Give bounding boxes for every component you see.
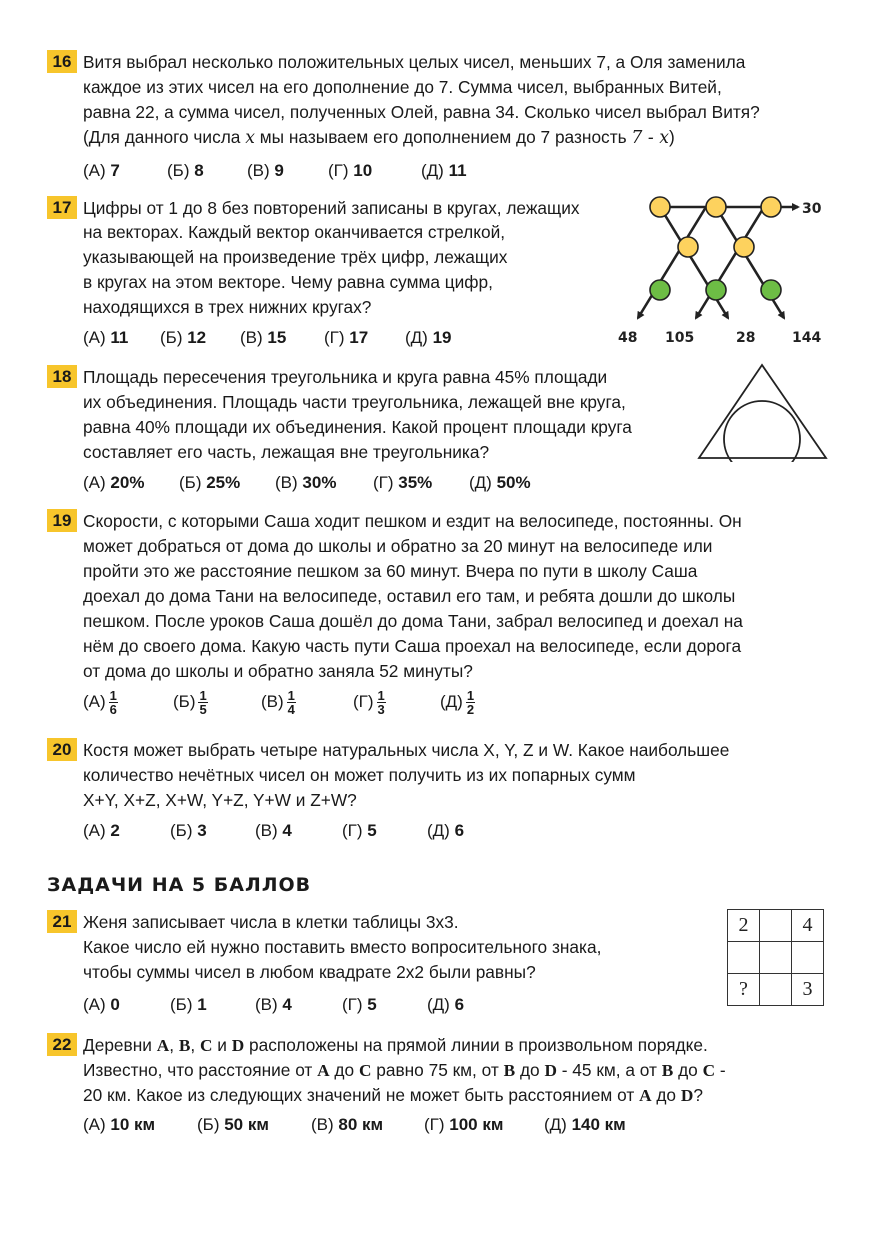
text-span: 20 км. Какое из следующих значений не может быть расстоянием от xyxy=(83,1085,640,1105)
option-label: (Д) xyxy=(427,995,450,1014)
text-span: и xyxy=(212,1035,232,1055)
option-label: (Б) xyxy=(179,473,202,492)
village-label: D xyxy=(680,1086,694,1105)
option-label: (А) xyxy=(83,473,106,492)
grid-cell xyxy=(760,974,792,1006)
circle-bottom xyxy=(761,280,781,300)
village-label: D xyxy=(231,1036,245,1055)
option-value: 19 xyxy=(432,328,452,347)
triangle-circle-diagram xyxy=(695,362,835,462)
option-a[interactable] xyxy=(83,328,128,348)
option-b[interactable] xyxy=(179,473,240,493)
option-value: 0 xyxy=(110,995,120,1014)
option-value: 4 xyxy=(282,995,292,1014)
problem-number: 22 xyxy=(47,1033,77,1056)
problem-text-line: пройти это же расстояние пешком за 60 минут. Вчера по пути в школу Саша xyxy=(83,561,698,581)
option-value: 1 xyxy=(197,995,207,1014)
problem-text-line: нём до своего дома. Какую часть пути Саша проехал на велосипеде, если дорога xyxy=(83,636,742,656)
option-value: 25% xyxy=(206,473,241,492)
problem-text-line: равна 22, а сумма чисел, полученных Олей, равна 34. Сколько чисел выбрал Витя? xyxy=(83,102,760,122)
numerator: 1 xyxy=(109,688,117,703)
vector-line xyxy=(638,207,706,318)
problem-number: 19 xyxy=(47,509,77,532)
text-span: ) xyxy=(669,127,675,147)
option-value: 9 xyxy=(274,161,284,180)
option-value: 30% xyxy=(302,473,337,492)
product-label: 30 xyxy=(802,201,822,217)
option-value: 140 км xyxy=(571,1115,626,1134)
option-d[interactable] xyxy=(440,689,475,716)
option-a[interactable] xyxy=(83,995,120,1015)
option-label: (А) xyxy=(83,328,106,347)
problem-text-line: указывающей на произведение трёх цифр, лежащих xyxy=(83,247,508,267)
text-span: , xyxy=(190,1035,200,1055)
option-value: 11 xyxy=(110,328,129,347)
triangle xyxy=(699,365,826,458)
grid-cell xyxy=(760,942,792,974)
fraction xyxy=(109,689,118,716)
option-d[interactable] xyxy=(544,1115,626,1135)
option-value: 17 xyxy=(349,328,369,347)
problem-text-line: составляет его часть, лежащая вне треугольника? xyxy=(83,442,490,462)
problem-text-line: на векторах. Каждый вектор оканчивается стрелкой, xyxy=(83,222,506,242)
option-value: 50% xyxy=(496,473,531,492)
option-label: (В) xyxy=(255,821,278,840)
option-label: (Б) xyxy=(167,161,190,180)
product-label: 144 xyxy=(792,330,822,346)
denominator: 3 xyxy=(377,702,385,717)
vector-line xyxy=(660,207,728,318)
text-span: мы называем его дополнением до 7 разность xyxy=(254,127,632,147)
option-d[interactable] xyxy=(421,161,467,181)
product-label: 105 xyxy=(665,330,695,346)
option-label: (Д) xyxy=(405,328,428,347)
option-label: (Г) xyxy=(324,328,345,347)
problem-number: 20 xyxy=(47,738,77,761)
option-label: (Б) xyxy=(197,1115,220,1134)
option-value: 2 xyxy=(110,821,120,840)
option-d[interactable] xyxy=(427,821,464,841)
option-value: 6 xyxy=(454,995,465,1014)
option-label: (Г) xyxy=(328,161,349,180)
option-value: 4 xyxy=(282,821,292,840)
option-value: 5 xyxy=(367,995,377,1014)
option-label: (В) xyxy=(261,691,284,711)
problem-number: 21 xyxy=(47,910,77,933)
problem-text-line xyxy=(83,1083,703,1108)
option-label: (А) xyxy=(83,821,106,840)
option-b[interactable] xyxy=(170,821,207,841)
option-label: (А) xyxy=(83,1115,106,1134)
option-label: (Г) xyxy=(373,473,394,492)
option-label: (В) xyxy=(247,161,270,180)
option-g[interactable] xyxy=(342,995,377,1015)
text-span: до xyxy=(515,1060,545,1080)
problem-text-line: Витя выбрал несколько положительных целых чисел, меньших 7, а Оля заменила xyxy=(83,52,746,72)
denominator: 5 xyxy=(199,702,207,717)
option-a[interactable] xyxy=(83,689,118,716)
problem-text-line: Костя может выбрать четыре натуральных числа X, Y, Z и W. Какое наибольшее xyxy=(83,740,730,760)
fraction xyxy=(198,689,207,716)
text-span: Деревни xyxy=(83,1035,157,1055)
option-value: 100 км xyxy=(449,1115,504,1134)
product-label: 28 xyxy=(736,330,756,346)
text-span: - 45 км, а от xyxy=(556,1060,662,1080)
problem-text-line: X+Y, X+Z, X+W, Y+Z, Y+W и Z+W? xyxy=(83,790,357,810)
option-a[interactable] xyxy=(83,1115,155,1135)
text-span: - xyxy=(715,1060,726,1080)
option-value: 50 км xyxy=(224,1115,269,1134)
option-label: (Г) xyxy=(342,821,363,840)
text-span: до xyxy=(651,1085,681,1105)
option-label: (Д) xyxy=(544,1115,567,1134)
text-span: Известно, что расстояние от xyxy=(83,1060,318,1080)
problem-text-line: их объединения. Площадь части треугольника, лежащей вне круга, xyxy=(83,392,626,412)
problem-text-line: может добраться от дома до школы и обратно за 20 минут на велосипеде или xyxy=(83,536,713,556)
option-label: (Б) xyxy=(170,821,193,840)
circle-top xyxy=(650,197,670,217)
problem-text-line xyxy=(83,1033,708,1058)
village-label: C xyxy=(702,1061,716,1080)
grid-cell: 4 xyxy=(792,910,824,942)
denominator: 2 xyxy=(466,702,475,717)
option-label: (Д) xyxy=(421,161,444,180)
village-label: B xyxy=(178,1036,191,1055)
problem-text-line: в кругах на этом векторе. Чему равна сумма цифр, xyxy=(83,272,493,292)
text-span: (Для данного числа xyxy=(83,127,246,147)
problem-text-line: от дома до школы и обратно заняла 52 минуты? xyxy=(83,661,473,681)
option-b[interactable] xyxy=(167,161,204,181)
option-label: (Г) xyxy=(353,691,374,711)
problem-text-line: Цифры от 1 до 8 без повторений записаны в кругах, лежащих xyxy=(83,198,580,218)
numerator: 1 xyxy=(466,688,475,703)
option-a[interactable] xyxy=(83,161,120,181)
option-value: 3 xyxy=(197,821,207,840)
vector-line xyxy=(716,207,784,318)
option-v[interactable] xyxy=(247,161,284,181)
fraction xyxy=(466,689,475,716)
problem-text-line xyxy=(83,125,675,150)
village-label: A xyxy=(639,1086,652,1105)
option-g[interactable] xyxy=(342,821,377,841)
option-v[interactable] xyxy=(255,995,292,1015)
text-span: расположены на прямой линии в произвольном порядке. xyxy=(244,1035,708,1055)
option-d[interactable] xyxy=(469,473,531,493)
problem-number: 18 xyxy=(47,365,77,388)
option-b[interactable] xyxy=(160,328,206,348)
option-label: (В) xyxy=(275,473,298,492)
option-g[interactable] xyxy=(373,473,432,493)
village-label: A xyxy=(156,1036,170,1055)
option-value: 5 xyxy=(367,821,377,840)
option-v[interactable] xyxy=(240,328,286,348)
problem-text-line: находящихся в трех нижних кругах? xyxy=(83,297,372,317)
denominator: 4 xyxy=(287,702,295,717)
text-span: равно 75 км, от xyxy=(371,1060,504,1080)
option-d[interactable] xyxy=(405,328,452,348)
option-value: 35% xyxy=(398,473,433,492)
option-label: (А) xyxy=(83,161,106,180)
text-span: до xyxy=(329,1060,359,1080)
option-label: (Г) xyxy=(342,995,363,1014)
variable-x: x xyxy=(245,128,255,148)
problem-text-line: доехал до дома Тани на велосипеде, оставил его там, и ребята дошли до школы xyxy=(83,586,736,606)
grid-cell xyxy=(728,942,760,974)
grid-cell: ? xyxy=(728,974,760,1006)
option-value: 8 xyxy=(194,161,204,180)
problem-text-line: пешком. После уроков Саша дошёл до дома Тани, забрал велосипед и доехал на xyxy=(83,611,743,631)
option-label: (В) xyxy=(255,995,278,1014)
expression: 7 - x xyxy=(631,128,669,148)
problem-text-line: Какое число ей нужно поставить вместо вопросительного знака, xyxy=(83,937,602,957)
option-b[interactable] xyxy=(170,995,207,1015)
product-label: 48 xyxy=(618,330,638,346)
option-label: (Б) xyxy=(160,328,183,347)
option-label: (Б) xyxy=(173,691,196,711)
grid-cell: 3 xyxy=(792,974,824,1006)
circle-top xyxy=(706,197,726,217)
option-value: 7 xyxy=(110,161,120,180)
option-a[interactable] xyxy=(83,473,144,493)
numerator: 1 xyxy=(287,688,295,703)
grid-row xyxy=(728,942,824,974)
vector-diagram xyxy=(612,190,837,350)
circle-middle xyxy=(678,237,698,257)
number-grid xyxy=(727,909,824,1006)
option-value: 6 xyxy=(454,821,465,840)
text-span: ? xyxy=(693,1085,703,1105)
village-label: B xyxy=(503,1061,516,1080)
option-label: (А) xyxy=(83,995,106,1014)
grid-row xyxy=(728,910,824,942)
problem-text-line: Скорости, с которыми Саша ходит пешком и ездит на велосипеде, постоянны. Он xyxy=(83,511,742,531)
denominator: 6 xyxy=(109,702,117,717)
grid-cell xyxy=(792,942,824,974)
circle xyxy=(724,401,800,462)
vector-line xyxy=(696,207,764,318)
text-span: , xyxy=(169,1035,179,1055)
option-value: 15 xyxy=(267,328,287,347)
option-label: (Б) xyxy=(170,995,193,1014)
grid-row xyxy=(728,974,824,1006)
option-label: (Д) xyxy=(440,691,463,711)
village-label: C xyxy=(199,1036,213,1055)
option-v[interactable] xyxy=(275,473,336,493)
problem-text-line: Площадь пересечения треугольника и круга равна 45% площади xyxy=(83,367,608,387)
problem-number: 17 xyxy=(47,196,77,219)
option-value: 80 км xyxy=(338,1115,384,1134)
option-b[interactable] xyxy=(173,689,208,716)
option-label: (В) xyxy=(240,328,263,347)
option-label: (Д) xyxy=(427,821,450,840)
option-value: 10 км xyxy=(110,1115,156,1134)
option-v[interactable] xyxy=(255,821,292,841)
option-v[interactable] xyxy=(311,1115,383,1135)
problem-text-line: каждое из этих чисел на его дополнение до 7. Сумма чисел, выбранных Витей, xyxy=(83,77,722,97)
circle-top xyxy=(761,197,781,217)
option-value: 12 xyxy=(187,328,207,347)
problem-text-line: количество нечётных чисел он может получить из их попарных сумм xyxy=(83,765,636,785)
grid-cell xyxy=(760,910,792,942)
option-g[interactable] xyxy=(424,1115,503,1135)
problem-text-line: чтобы суммы чисел в любом квадрате 2х2 были равны? xyxy=(83,962,536,982)
problem-text-line xyxy=(83,1058,726,1083)
option-label: (А) xyxy=(83,691,106,711)
village-label: C xyxy=(358,1061,372,1080)
option-value: 20% xyxy=(110,473,145,492)
circle-middle xyxy=(734,237,754,257)
problem-text-line: равна 40% площади их объединения. Какой процент площади круга xyxy=(83,417,632,437)
section-title: ЗАДАЧИ НА 5 БАЛЛОВ xyxy=(47,874,312,896)
circle-bottom xyxy=(706,280,726,300)
village-label: A xyxy=(317,1061,330,1080)
option-b[interactable] xyxy=(197,1115,269,1135)
text-span: до xyxy=(673,1060,703,1080)
option-a[interactable] xyxy=(83,821,120,841)
option-value: 11 xyxy=(448,161,467,180)
village-label: B xyxy=(661,1061,674,1080)
option-v[interactable] xyxy=(261,689,296,716)
numerator: 1 xyxy=(377,688,385,703)
fraction xyxy=(377,689,386,716)
numerator: 1 xyxy=(199,688,207,703)
option-label: (Г) xyxy=(424,1115,445,1134)
option-g[interactable] xyxy=(328,161,372,181)
option-g[interactable] xyxy=(324,328,368,348)
option-label: (В) xyxy=(311,1115,334,1134)
option-value: 10 xyxy=(353,161,373,180)
fraction xyxy=(287,689,296,716)
problem-text-line: Женя записывает числа в клетки таблицы 3х3. xyxy=(83,912,459,932)
option-g[interactable] xyxy=(353,689,386,716)
circle-bottom xyxy=(650,280,670,300)
village-label: D xyxy=(544,1061,557,1080)
grid-cell: 2 xyxy=(728,910,760,942)
problem-number: 16 xyxy=(47,50,77,73)
option-label: (Д) xyxy=(469,473,492,492)
option-d[interactable] xyxy=(427,995,464,1015)
